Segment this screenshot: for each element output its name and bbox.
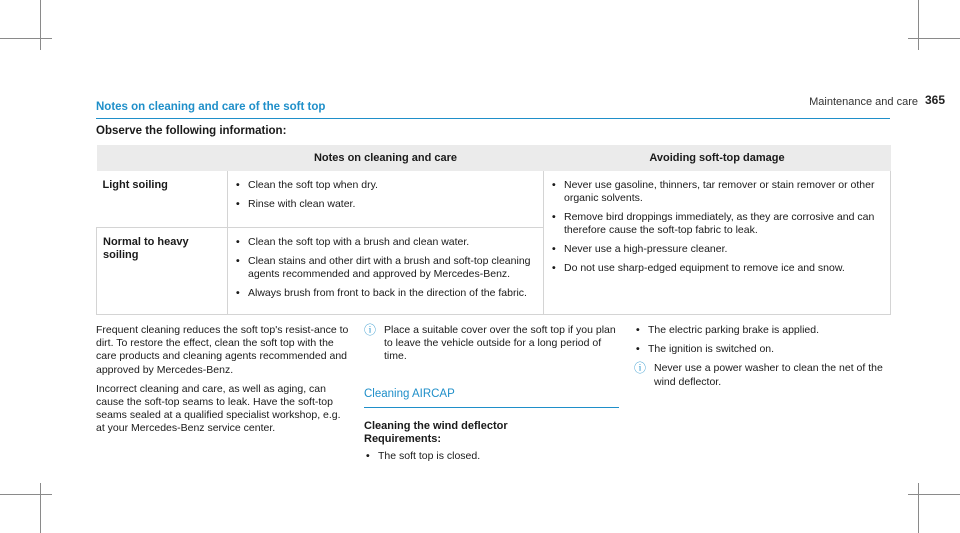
list-item: • Always brush from front to back in the direction of the fabric. <box>248 287 537 300</box>
bullet-list <box>550 179 884 275</box>
page-number: 365 <box>925 93 946 107</box>
section-rule <box>96 118 890 119</box>
list-item: • Clean stains and other dirt with a brush and soft-top cleaning agents recommended and approved by Mercedes-Benz. <box>248 255 537 281</box>
note-box <box>364 324 622 364</box>
list-item: • Clean the soft top when dry. <box>248 179 537 192</box>
table-header-notes: Notes on cleaning and care <box>228 145 544 171</box>
subsection-title: Cleaning AIRCAP <box>364 387 455 400</box>
task-title: Cleaning the wind deflector <box>364 419 508 432</box>
crop-mark <box>0 494 52 495</box>
list-item: • Remove bird droppings immediately, as they are corrosive and can therefore cause the soft-top fabric to leak. <box>564 211 884 237</box>
subsection-rule <box>364 407 619 408</box>
note-box <box>634 362 892 388</box>
row-label: Light soiling <box>102 179 168 191</box>
info-icon: ⓘ <box>634 361 647 376</box>
bullet-list <box>234 179 537 211</box>
bullet-list <box>234 236 537 300</box>
crop-mark <box>40 0 41 50</box>
list-item: • Do not use sharp-edged equipment to remove ice and snow. <box>564 262 884 275</box>
right-column <box>634 324 892 389</box>
crop-mark <box>918 483 919 533</box>
list-item: • The electric parking brake is applied. <box>648 324 892 337</box>
note-text: Place a suitable cover over the soft top if you plan to leave the vehicle outside for a long period of time. <box>384 324 616 363</box>
info-icon: ⓘ <box>364 323 377 337</box>
crop-mark <box>918 0 919 50</box>
list-item: • The ignition is switched on. <box>648 343 892 356</box>
paragraph: Frequent cleaning reduces the soft top's resist-ance to dirt. To restore the effect, clean the soft top with the care products and cleaning agents recommended and approved by Mercedes-Benz. <box>96 324 349 376</box>
crop-mark <box>0 38 52 39</box>
list-item: • The soft top is closed. <box>378 450 622 463</box>
paragraph: Incorrect cleaning and care, as well as aging, can cause the soft-top seams to leak. Have the soft-top seams sealed at a qualified specialist workshop, e.g. at your Mercedes-Benz service center. <box>96 382 341 435</box>
table-row <box>97 171 891 228</box>
table-header-avoid: Avoiding soft-top damage <box>544 145 891 171</box>
crop-mark <box>908 494 960 495</box>
requirements-list <box>364 450 622 463</box>
requirements-label: Requirements: <box>364 433 442 446</box>
crop-mark <box>40 483 41 533</box>
table-header-blank <box>97 145 228 171</box>
note-text: Never use a power washer to clean the net of the wind deflector. <box>654 362 883 388</box>
care-table <box>96 145 891 315</box>
list-item: • Rinse with clean water. <box>248 198 537 211</box>
left-column <box>96 324 351 442</box>
list-item: • Never use a high-pressure cleaner. <box>564 243 884 256</box>
list-item: • Clean the soft top with a brush and clean water. <box>248 236 537 249</box>
table-header-row <box>97 145 891 171</box>
running-header: Maintenance and care <box>809 96 918 108</box>
requirements-list <box>634 324 892 356</box>
observe-text: Observe the following information: <box>96 125 287 137</box>
list-item: • Never use gasoline, thinners, tar remover or stain remover or other organic solvents. <box>564 179 884 205</box>
crop-mark <box>908 38 960 39</box>
section-title: Notes on cleaning and care of the soft top <box>96 101 326 113</box>
row-label: Normal to heavy soiling <box>103 236 189 261</box>
middle-column <box>364 324 622 469</box>
